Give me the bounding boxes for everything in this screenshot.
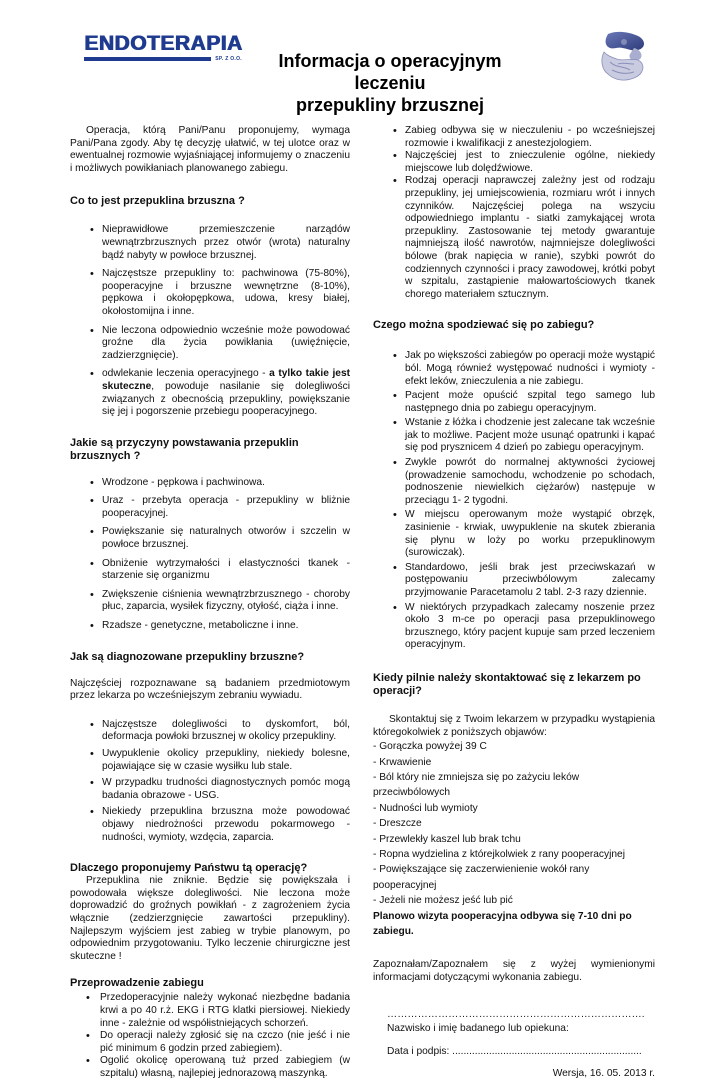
consent-statement: Zapoznałam/Zapoznałem się z wyżej wymienionymi informacjami dotyczącymi wykonania zabiegu. — [373, 959, 655, 984]
list-item: • Pacjent może opuścić szpital tego samego lub następnego dnia po zabiegu operacyjnym. — [373, 390, 655, 415]
causes-list — [70, 477, 350, 633]
list-item: • Zwykle powrót do normalnej aktywności życiowej (prowadzenie samochodu, wchodzenie po schodach, podnoszenie niewielkich ciężarów) następuje w przeciągu 1- 2 tygodni. — [373, 457, 655, 507]
section-heading-what-is: Co to jest przepuklina brzuszna ? — [70, 195, 245, 208]
logo-underline — [84, 57, 211, 61]
signature-date-label: Data i podpis: ................................................................... — [387, 1045, 642, 1057]
list-item: - Przewlekły kaszel lub brak tchu — [373, 833, 521, 845]
list-item: • Jak po większości zabiegów po operacji może wystąpić ból. Mogą równieź występować nudności i wymioty - efekt leków, znieczulenia a nie zabiegu. — [373, 350, 655, 388]
list-item: • Zabieg odbywa się w nieczuleniu - po wcześniejszej rozmowie i kwalifikacji z anestezjologiem. — [373, 125, 655, 150]
list-item-text: , powoduje nasilanie się dolegliwości związanych z obecnością przepukliny, powiększanie się jej i pogorszenie przebiegu pooperacyjnego. — [102, 380, 350, 418]
document-version: Wersja, 16. 05. 2013 r. — [552, 1068, 655, 1080]
list-item: - Dreszcze — [373, 818, 422, 830]
signature-line: …………………………………………………………………. — [387, 1008, 645, 1020]
list-item: • Wrodzone - pępkowa i pachwinowa. — [70, 477, 350, 490]
list-item: • Nie leczona odpowiednio wcześnie może powodować groźne dla życia powikłania (uwięźnięcie, zadzierzgnięcie). — [70, 325, 350, 363]
list-item: - Nudności lub wymioty — [373, 802, 478, 814]
list-item: - Powiększające się zaczerwienienie wokół rany pooperacyjnej — [373, 864, 590, 891]
list-item: • Uwypuklenie okolicy przepukliny, niekiedy bolesne, pojawiające się w czasie wysiłku lub stale. — [70, 748, 350, 773]
list-item: - Gorączka powyżej 39 C — [373, 741, 487, 753]
company-logo — [84, 33, 242, 62]
section-heading-diagnosis: Jak są diagnozowane przepukliny brzuszne? — [70, 650, 305, 663]
list-item: • W przypadku trudności diagnostycznych pomóc mogą badania obrazowe - USG. — [70, 777, 350, 802]
list-item: • Najczęstsze dolegliwości to dyskomfort, ból, deformacja powłoki brzusznej w okolicy przepukliny. — [70, 719, 350, 744]
list-item-text: odwlekanie leczenia operacyjnego - — [102, 368, 270, 380]
section-heading-contact-doctor: Kiedy pilnie należy skontaktować się z lekarzem po operacji? — [373, 671, 641, 697]
title-line-2: przepukliny brzusznej — [295, 95, 485, 115]
list-item — [70, 368, 350, 418]
list-item: • Rzadsze - genetyczne, metaboliczne i inne. — [70, 620, 350, 633]
section-heading-after-surgery: Czego można spodziewać się po zabiegu? — [373, 319, 595, 332]
section-heading-why: Dlaczego proponujemy Państwu tą operację? — [70, 862, 308, 875]
list-item: - Jeżeli nie możesz jeść lub pić — [373, 895, 513, 907]
list-item: • Najczęstsze przepukliny to: pachwinowa (75-80%), pooperacyjne i brzuszne wewnętrzne (8-10%), pępkowa i okołopępkowa, udowa, kresy białej, okołostomijna i inne. — [70, 268, 350, 318]
why-paragraph: Przepuklina nie zniknie. Będzie się powiększała i powodowała większe dolegliwości. Nie leczona może doprowadzić do groźnych powikłań - z zagrożeniem życia włącznie (zedzierzgnięcie zawartości przepukliny). Najlepszym wyjściem jest zabieg w trybie planowym, po odpowiednim przygotowaniu. Tylko leczenie chirurgiczne jest skuteczne ! — [70, 875, 350, 962]
list-item: • Ogolić okolicę operowaną tuż przed zabiegiem (w szpitalu) własną, najlepiej jednorazową maszynką. — [70, 1055, 350, 1080]
list-item: • Wstanie z łóżka i chodzenie jest zalecane tak wcześnie jak to możliwe. Pacjent może usunąć opatrunki i kąpać się pod prysznicem 4 dzień po zabiegu operacyjnym. — [373, 417, 655, 455]
digestive-organ-icon — [594, 28, 654, 86]
section-heading-procedure: Przeprowadzenie zabiegu — [70, 977, 204, 990]
list-item: - Ropna wydzielina z którejkolwiek z rany pooperacyjnej — [373, 849, 625, 860]
procedure-list — [70, 992, 350, 1080]
symptom-list — [373, 739, 655, 908]
list-item: • Obniżenie wytrzymałości i elastyczności tkanek - starzenie się organizmu — [70, 558, 350, 583]
what-is-list — [70, 224, 350, 418]
list-item: • Rodzaj operacji naprawczej zależny jest od rodzaju przepukliny, jej umiejscowienia, rozmiaru wrót i innych czynników. Najczęściej polega na wszyciu odpowiedniego implantu - siatki zamykającej wrota przepukliny. Zastosowanie tej metody gwarantuje najmniejszą ilość nawrotów, najmniejsze dolegliwości bólowe (brak napięcia w ranie), szybki powrót do codziennych czynności i pracy zawodowej, krótki pobyt w szpitalu, zastąpienie małowartościowych tkanek chorego materiałem sztucznym. — [373, 175, 655, 301]
list-item: • Standardowo, jeśli brak jest przeciwskazań w postępowaniu przeciwbólowym zalecamy przyjmowanie Paracetamolu 2 tabl. 2-3 razy dziennie. — [373, 562, 655, 600]
list-item: • Powiększanie się naturalnych otworów i szczelin w powłoce brzusznej. — [70, 526, 350, 551]
list-item: • Do operacji należy zgłosić się na czczo (nie jeść i nie pić minimum 6 godzin przed zabiegiem). — [70, 1030, 350, 1055]
list-item: • W niektórych przypadkach zalecamy noszenie przez około 3 m-ce po operacji pasa przepuklinowego brzusznego, który pacjent kupuje sam przed leczeniem operacyjnym. — [373, 602, 655, 652]
logo-text: ENDOTERAPIA — [84, 32, 243, 55]
right-column — [373, 125, 655, 1081]
contact-intro: Skontaktuj się z Twoim lekarzem w przypadku wystąpienia któregokolwiek z poniższych objawów: — [373, 713, 655, 738]
list-item: - Krwawienie — [373, 756, 432, 768]
diagnosis-list — [70, 719, 350, 844]
left-column — [70, 125, 350, 1080]
diagnosis-intro: Najczęściej rozpoznawane są badaniem przedmiotowym przez lekarza po wcześniejszym zebraniu wywiadu. — [70, 677, 350, 702]
list-item: • Uraz - przebyta operacja - przepukliny w bliżnie pooperacyjnej. — [70, 495, 350, 520]
list-item: - Ból który nie zmniejsza się po zażyciu leków przeciwbólowych — [373, 771, 580, 799]
list-item-emphasis: a tylko takie jest skuteczne — [102, 368, 350, 392]
follow-up-visit-note: Planowo wizyta pooperacyjna odbywa się 7-10 dni po zabiegu. — [373, 910, 632, 938]
logo-subtitle: SP. Z O.O. — [215, 56, 242, 62]
section-heading-causes: Jakie są przyczyny powstawania przepuklin brzusznych ? — [70, 436, 299, 462]
list-item: • Nieprawidłowe przemieszczenie narządów wewnątrzbrzusznych przez otwór (wrota) naturalny bądź nabyty w powłoce brzusznej. — [70, 224, 350, 262]
page-title — [245, 50, 535, 116]
list-item: • Niekiedy przepuklina brzuszna może powodować objawy niedrożności przewodu pokarmowego - nudności, wymioty, wzdęcia, zaparcia. — [70, 806, 350, 844]
procedure-list-continued — [373, 125, 655, 301]
title-line-1: Informacja o operacyjnym leczeniu — [278, 51, 502, 93]
list-item: • Najczęściej jest to znieczulenie ogólne, niekiedy miejscowe lub dolędźwiowe. — [373, 150, 655, 175]
list-item: • Zwiększenie ciśnienia wewnątrzbrzusznego - choroby płuc, zaparcia, wysiłek fizyczny, otyłość, ciąża i inne. — [70, 589, 350, 614]
signature-area — [387, 1009, 655, 1059]
list-item: • Przedoperacyjnie należy wykonać niezbędne badania krwi a po 40 r.ż. EKG i RTG klatki piersiowej. Niekiedy inne - zależnie od współistniejących schorzeń. — [70, 992, 350, 1030]
signature-name-label: Nazwisko i imię badanego lub opiekuna: — [387, 1023, 569, 1035]
after-surgery-list — [373, 350, 655, 652]
intro-paragraph: Operacja, którą Pani/Panu proponujemy, wymaga Pani/Pana zgody. Aby tę decyzję ułatwić, w tej ulotce oraz w ewentualnej rozmowie wyjaśniającej informujemy o znaczeniu i możliwych powikłaniach planowanego zabiegu. — [70, 125, 350, 174]
list-item: • W miejscu operowanym może wystąpić obrzęk, zasinienie - krwiak, uwypuklenie na skutek zbierania się płynu w loży po worku przepuklinowym (surowiczak). — [373, 509, 655, 559]
